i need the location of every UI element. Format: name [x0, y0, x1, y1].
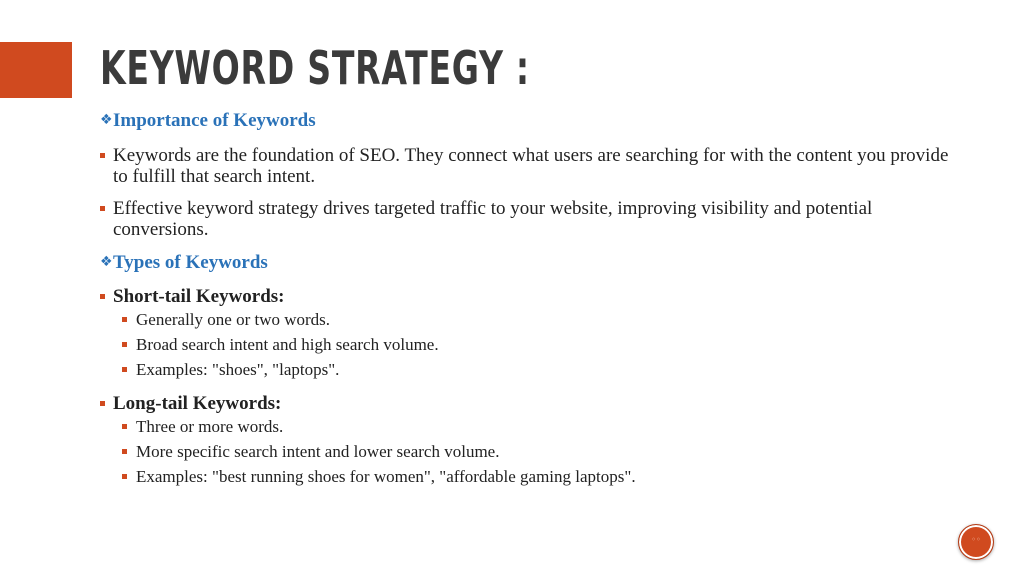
- slide-nav-icon: ◦◦: [971, 535, 981, 544]
- square-bullet-icon: [100, 153, 105, 158]
- diamond-bullet-icon: ❖: [100, 112, 113, 128]
- sub-bullet: Three or more words.: [100, 417, 960, 436]
- slide-nav-button[interactable]: [958, 524, 994, 560]
- square-bullet-icon: [122, 342, 127, 347]
- square-bullet-icon: [100, 401, 105, 406]
- sub-bullet: Broad search intent and high search volume.: [100, 335, 960, 354]
- square-bullet-icon: [100, 206, 105, 211]
- square-bullet-icon: [122, 424, 127, 429]
- title-accent-bar: [0, 42, 72, 98]
- section-heading-importance: ❖ Importance of Keywords: [100, 110, 316, 131]
- sub-bullet: Examples: "best running shoes for women", "affordable gaming laptops".: [100, 467, 960, 486]
- bullet-long-tail: Long-tail Keywords:: [100, 393, 960, 414]
- bullet-strategy: Effective keyword strategy drives targeted traffic to your website, improving visibility and potential conversions.: [100, 198, 960, 240]
- sub-bullet: More specific search intent and lower search volume.: [100, 442, 960, 461]
- square-bullet-icon: [122, 367, 127, 372]
- square-bullet-icon: [122, 474, 127, 479]
- square-bullet-icon: [100, 294, 105, 299]
- bullet-short-tail: Short-tail Keywords:: [100, 286, 960, 307]
- square-bullet-icon: [122, 449, 127, 454]
- square-bullet-icon: [122, 317, 127, 322]
- section-heading-types: ❖ Types of Keywords: [100, 252, 268, 273]
- diamond-bullet-icon: ❖: [100, 254, 113, 270]
- slide-title: KEYWORD STRATEGY :: [100, 41, 530, 95]
- slide-content: [100, 110, 960, 486]
- sub-bullet: Examples: "shoes", "laptops".: [100, 360, 960, 379]
- sub-bullet: Generally one or two words.: [100, 310, 960, 329]
- bullet-foundation: Keywords are the foundation of SEO. They connect what users are searching for with the content you provide to fulfill that search intent.: [100, 145, 960, 187]
